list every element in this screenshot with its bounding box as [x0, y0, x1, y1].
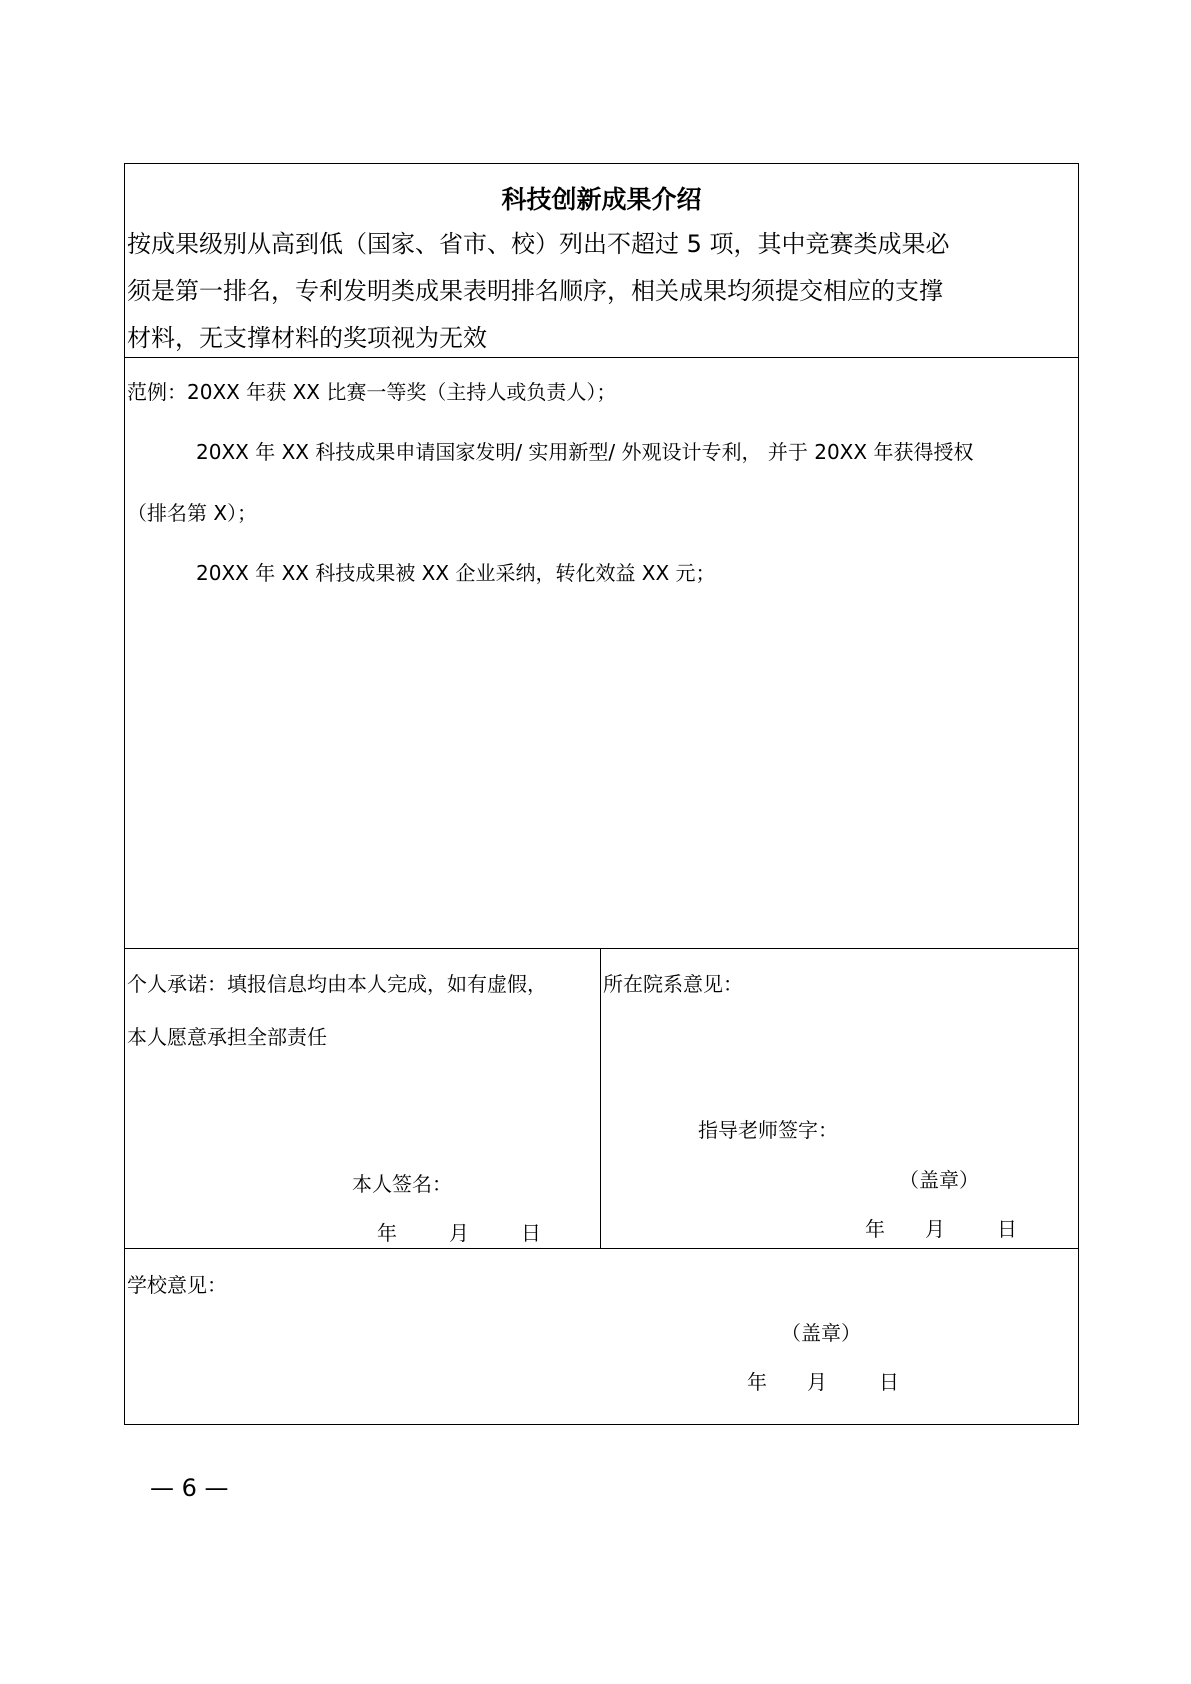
- example-line-2: 20XX 年 XX 科技成果申请国家发明/ 实用新型/ 外观设计专利， 并于 20XX 年获得授权: [196, 440, 974, 464]
- commitment-line-2: 本人愿意承担全部责任: [127, 1025, 327, 1049]
- page-number: — 6 —: [150, 1474, 229, 1502]
- school-date-year: 年: [747, 1370, 767, 1394]
- requirement-line-2: 须是第一排名，专利发明类成果表明排名顺序，相关成果均须提交相应的支撑: [127, 277, 943, 305]
- opinion-column-divider: [600, 948, 601, 1248]
- school-seal: （盖章）: [781, 1321, 861, 1345]
- school-opinion-label: 学校意见：: [127, 1273, 227, 1297]
- department-seal: （盖章）: [899, 1168, 979, 1192]
- department-date-month: 月: [925, 1217, 945, 1241]
- example-line-4: 20XX 年 XX 科技成果被 XX 企业采纳，转化效益 XX 元；: [196, 561, 716, 585]
- personal-date-year: 年: [377, 1221, 397, 1245]
- school-divider: [125, 1248, 1078, 1249]
- header-divider: [125, 357, 1078, 358]
- department-date-year: 年: [865, 1217, 885, 1241]
- personal-signature-label: 本人签名：: [352, 1172, 452, 1196]
- school-date-day: 日: [879, 1370, 899, 1394]
- department-date-day: 日: [997, 1217, 1017, 1241]
- section-title: 科技创新成果介绍: [501, 185, 702, 214]
- example-line-1: 范例：20XX 年获 XX 比赛一等奖（主持人或负责人）；: [127, 380, 617, 404]
- requirement-line-1: 按成果级别从高到低（国家、省市、校）列出不超过 5 项，其中竞赛类成果必: [127, 230, 950, 258]
- content-divider: [125, 948, 1078, 949]
- school-date-month: 月: [807, 1370, 827, 1394]
- requirement-line-3: 材料，无支撑材料的奖项视为无效: [127, 324, 487, 352]
- department-opinion-label: 所在院系意见：: [603, 972, 743, 996]
- example-line-3: （排名第 X）；: [127, 501, 258, 525]
- personal-date-day: 日: [521, 1221, 541, 1245]
- application-form-table: [124, 163, 1079, 1425]
- advisor-signature-label: 指导老师签字：: [698, 1118, 838, 1142]
- personal-date-month: 月: [449, 1221, 469, 1245]
- commitment-line-1: 个人承诺：填报信息均由本人完成，如有虚假，: [127, 972, 547, 996]
